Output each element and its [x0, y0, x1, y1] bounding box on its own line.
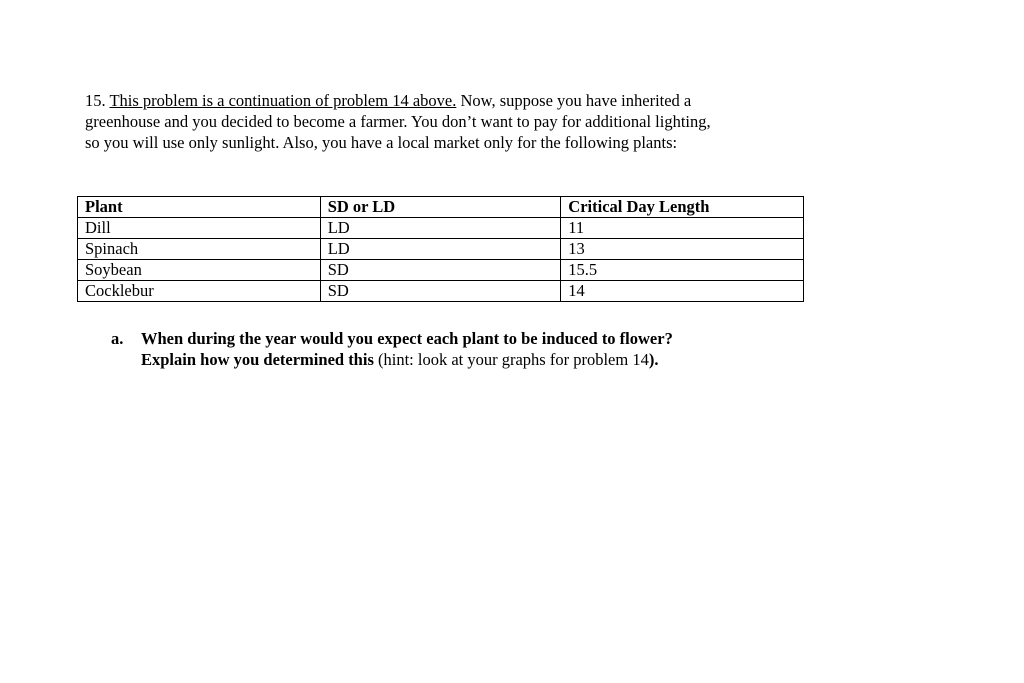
table-row — [78, 239, 804, 260]
plant-name: Soybean — [78, 260, 321, 281]
critical-day-length: 13 — [561, 239, 804, 260]
plant-name: Cocklebur — [78, 281, 321, 302]
problem-line-1-rest: Now, suppose you have inherited a — [456, 91, 692, 110]
table-row — [78, 218, 804, 239]
plant-name: Dill — [78, 218, 321, 239]
problem-number: 15. — [85, 91, 106, 110]
problem-line-3: so you will use only sunlight. Also, you have a local market only for the following plants: — [85, 133, 678, 152]
problem-line-1 — [85, 90, 805, 111]
plant-type: SD — [320, 281, 561, 302]
problem-15 — [85, 90, 805, 153]
critical-day-length: 14 — [561, 281, 804, 302]
question-a — [111, 328, 811, 370]
problem-continuation-note: This problem is a continuation of problem 14 above. — [109, 91, 457, 110]
plant-type: LD — [320, 239, 561, 260]
header-plant: Plant — [78, 197, 321, 218]
plant-type: SD — [320, 260, 561, 281]
table-row — [78, 281, 804, 302]
table-header-row — [78, 197, 804, 218]
question-explain: Explain how you determined this — [141, 350, 374, 369]
question-line-1: When during the year would you expect each plant to be induced to flower? — [141, 329, 673, 348]
header-critical-day-length: Critical Day Length — [561, 197, 804, 218]
plant-name: Spinach — [78, 239, 321, 260]
critical-day-length: 11 — [561, 218, 804, 239]
problem-line-2: greenhouse and you decided to become a farmer. You don’t want to pay for additional lighting, — [85, 112, 711, 131]
header-sd-or-ld: SD or LD — [320, 197, 561, 218]
table-row — [78, 260, 804, 281]
question-label: a. — [111, 329, 124, 348]
plant-table — [77, 196, 804, 302]
critical-day-length: 15.5 — [561, 260, 804, 281]
question-end: ). — [648, 350, 659, 369]
question-line-2 — [141, 349, 811, 370]
question-hint: (hint: look at your graphs for problem 14 — [373, 350, 649, 369]
plant-type: LD — [320, 218, 561, 239]
